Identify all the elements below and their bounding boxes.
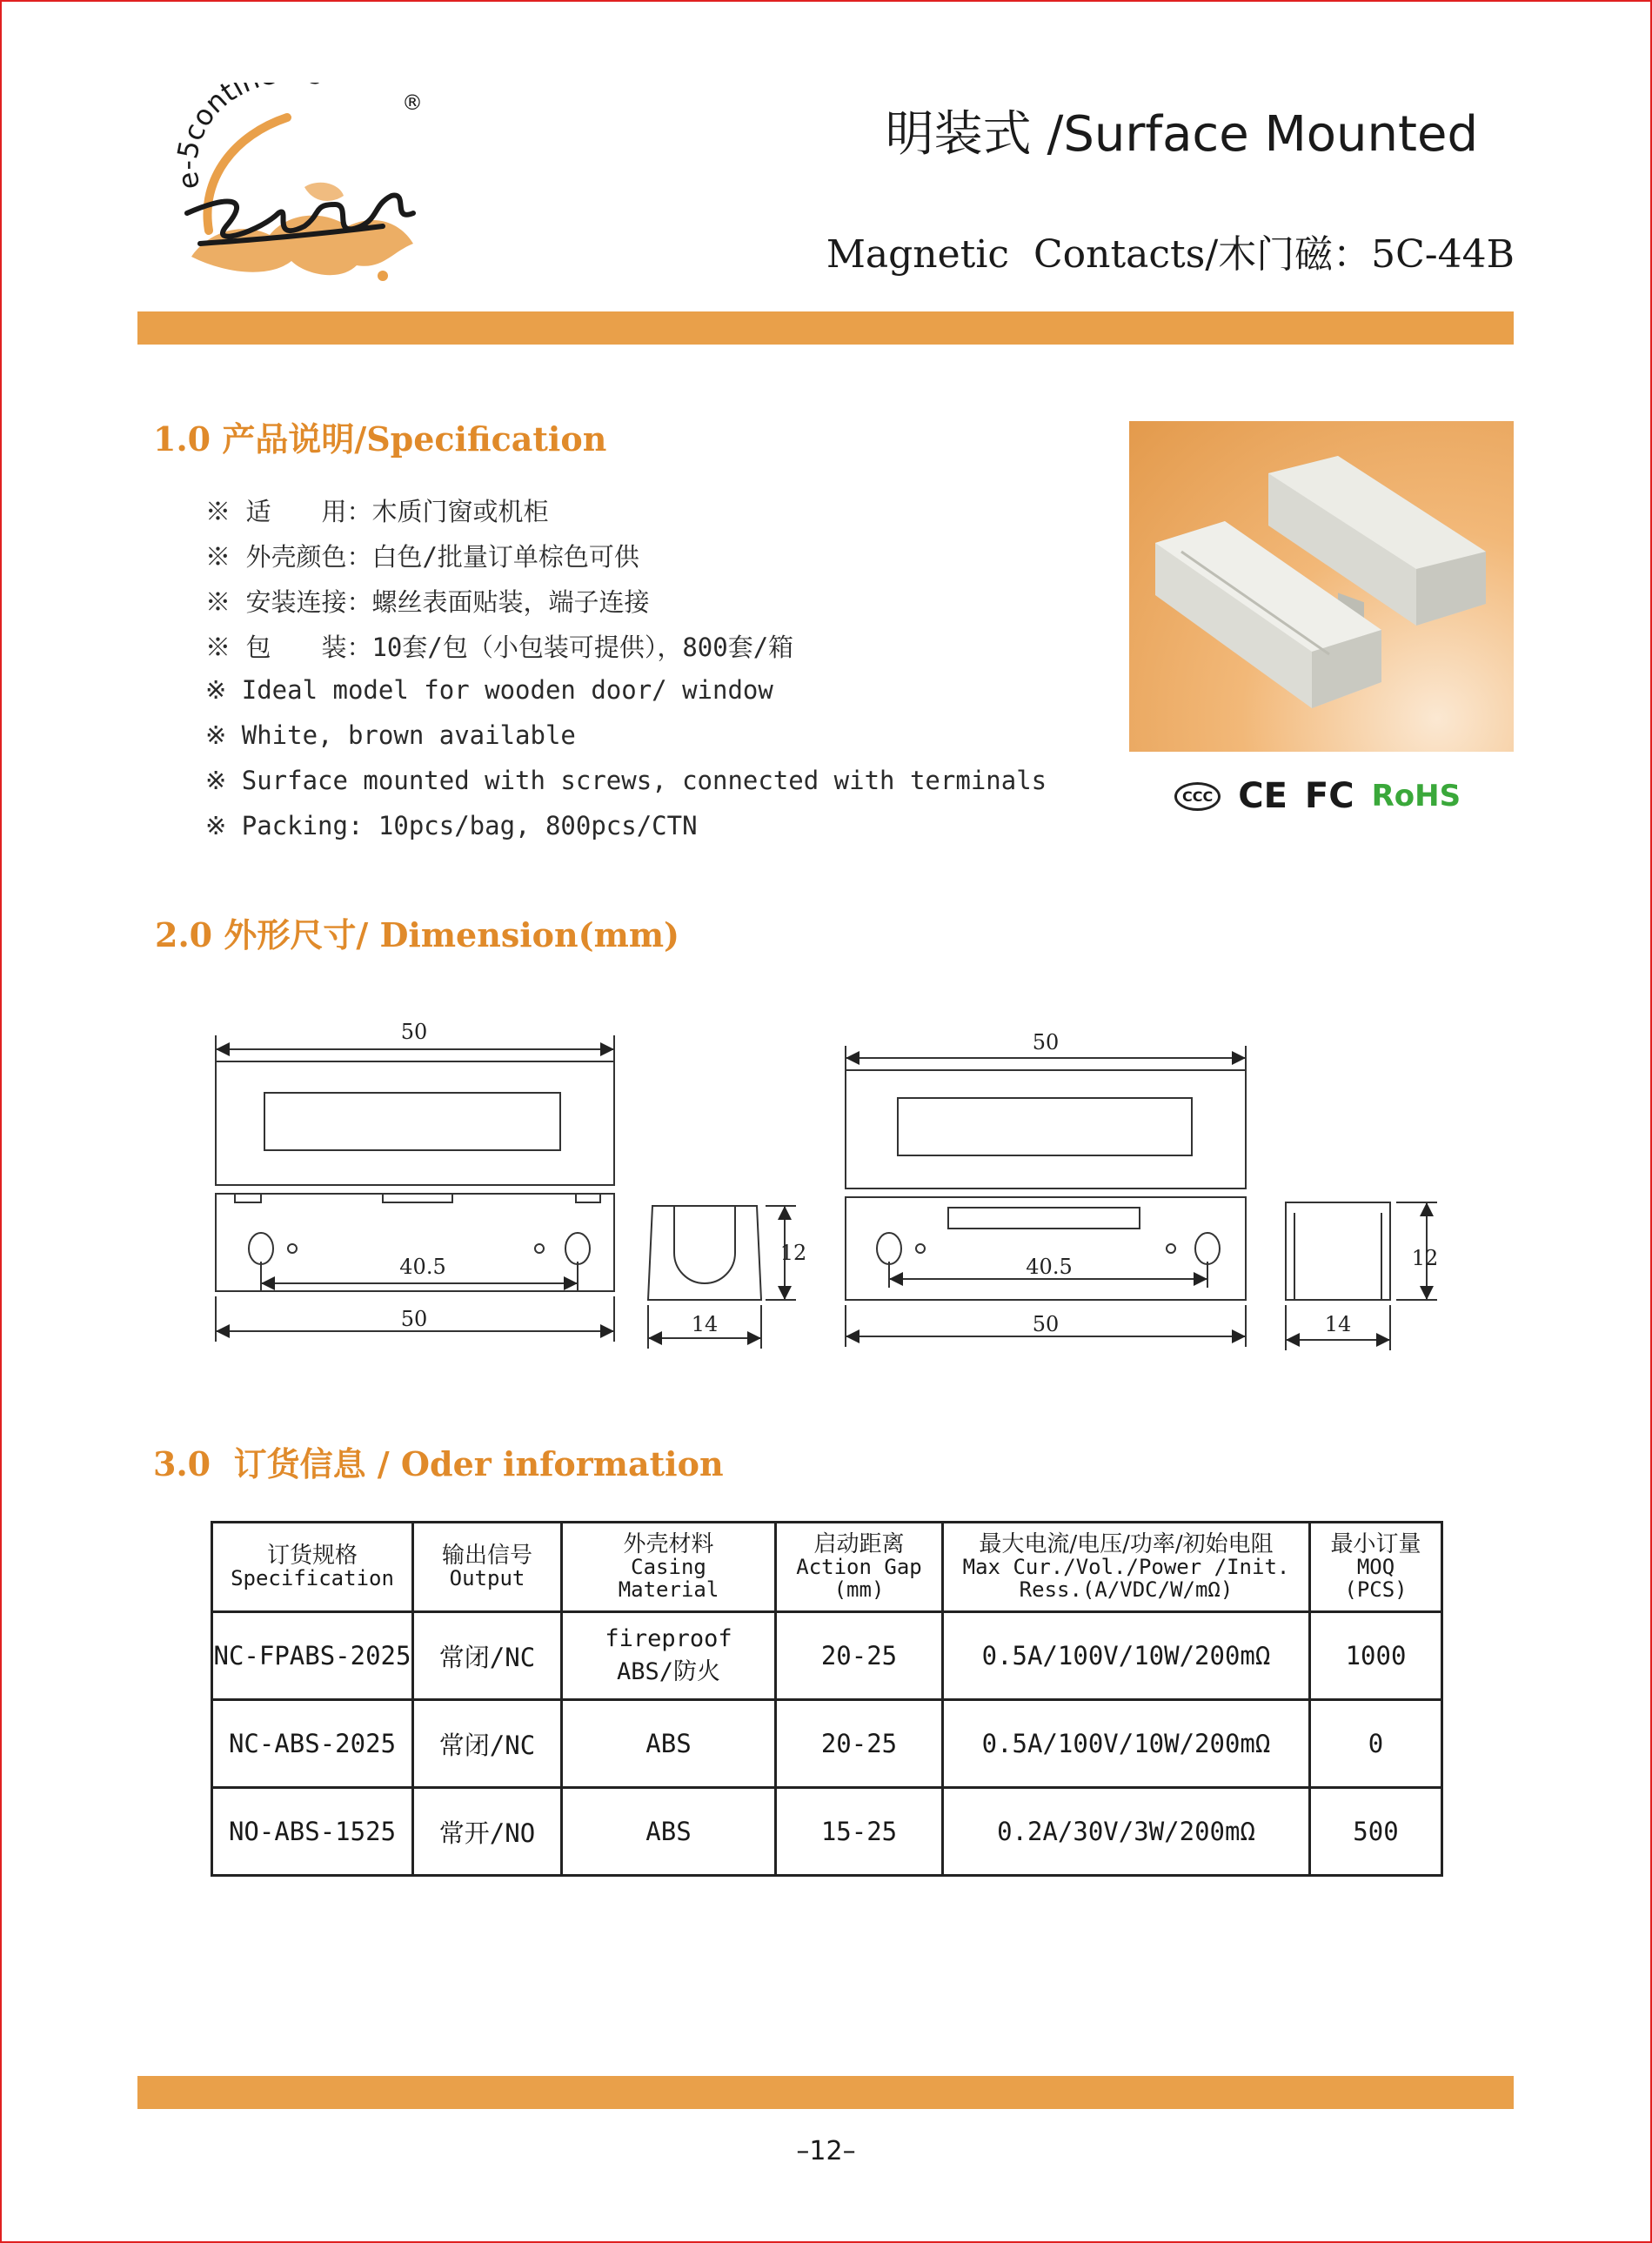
header-cn: 最小订量 xyxy=(1330,1531,1421,1557)
table-row xyxy=(212,1612,1442,1700)
cell-spec: NC-ABS-2025 xyxy=(212,1700,413,1788)
header-en: Action Gap xyxy=(796,1555,922,1579)
header-en: Max Cur./Vol./Power /Init. xyxy=(962,1555,1290,1579)
cell-material: ABS xyxy=(562,1788,776,1876)
dim-left-bottom-width: 50 xyxy=(400,1307,428,1331)
table-header-row xyxy=(212,1523,1442,1612)
cell-output: 常闭/NC xyxy=(413,1700,562,1788)
header-divider-bar xyxy=(137,311,1514,345)
header-en: Material xyxy=(618,1577,719,1602)
dim-right-side-height: 12 xyxy=(1411,1246,1439,1270)
spec-item: ※ Packing: 10pcs/bag, 800pcs/CTN xyxy=(205,811,698,840)
dim-left-side-height: 12 xyxy=(779,1241,807,1265)
cell-moq: 1000 xyxy=(1310,1612,1442,1700)
header-en: Casing xyxy=(631,1555,706,1579)
col-header-material xyxy=(562,1523,776,1612)
company-logo xyxy=(174,83,435,300)
header-cn: 最大电流/电压/功率/初始电阻 xyxy=(979,1531,1274,1557)
col-header-spec xyxy=(212,1523,413,1612)
dim-right-top-width: 50 xyxy=(1032,1030,1060,1055)
dim-right-side-depth: 14 xyxy=(1324,1312,1352,1336)
dimension-drawings xyxy=(0,1001,1652,1366)
header-en: Ress.(A/VDC/W/mΩ) xyxy=(1019,1577,1234,1602)
cell-output: 常闭/NC xyxy=(413,1612,562,1700)
header-cn: 启动距离 xyxy=(813,1531,905,1557)
cell-output: 常开/NO xyxy=(413,1788,562,1876)
table-row xyxy=(212,1700,1442,1788)
header-en: (PCS) xyxy=(1344,1577,1408,1602)
product-subtitle: Magnetic Contacts/木门磁：5C-44B xyxy=(826,232,1515,277)
dim-right-bottom-width: 50 xyxy=(1032,1312,1060,1336)
header-cn: 外壳材料 xyxy=(623,1531,714,1557)
page-title: 明装式 /Surface Mounted xyxy=(885,106,1478,163)
ccc-mark-icon: CCC xyxy=(1174,782,1221,811)
spec-item: ※ Surface mounted with screws, connected with terminals xyxy=(205,766,1047,795)
certification-logos xyxy=(1174,774,1488,818)
footer-divider-bar xyxy=(137,2076,1514,2109)
page-number: –12– xyxy=(796,2136,856,2166)
section-title-specification: 1.0 产品说明/Specification xyxy=(153,419,607,459)
fcc-mark-icon: FC xyxy=(1304,776,1354,816)
cell-material: fireproof ABS/防火 xyxy=(562,1612,776,1700)
header-cn: 订货规格 xyxy=(266,1543,358,1569)
spec-item: ※ 外壳颜色：白色/批量订单棕色可供 xyxy=(205,542,639,572)
cell-moq: 500 xyxy=(1310,1788,1442,1876)
ce-mark-icon: CE xyxy=(1238,776,1287,816)
dim-left-hole-spacing: 40.5 xyxy=(399,1255,446,1279)
dim-left-side-depth: 14 xyxy=(691,1312,719,1336)
cell-gap: 15-25 xyxy=(776,1788,943,1876)
section-title-order-info: 3.0 订货信息 / Oder information xyxy=(153,1444,724,1483)
spec-item: ※ 适 用：木质门窗或机柜 xyxy=(205,497,549,526)
product-photo xyxy=(1129,421,1514,752)
cell-moq: 0 xyxy=(1310,1700,1442,1788)
header-en: Specification xyxy=(231,1566,394,1590)
header-en: Output xyxy=(449,1566,525,1590)
col-header-gap xyxy=(776,1523,943,1612)
order-table xyxy=(211,1521,1443,1877)
dim-left-top-width: 50 xyxy=(400,1020,428,1044)
cell-material: ABS xyxy=(562,1700,776,1788)
cell-spec: NC-FPABS-2025 xyxy=(212,1612,413,1700)
cell-rating: 0.5A/100V/10W/200mΩ xyxy=(943,1612,1310,1700)
cell-gap: 20-25 xyxy=(776,1700,943,1788)
col-header-output xyxy=(413,1523,562,1612)
cell-rating: 0.2A/30V/3W/200mΩ xyxy=(943,1788,1310,1876)
header-cn: 输出信号 xyxy=(441,1543,532,1569)
cell-gap: 20-25 xyxy=(776,1612,943,1700)
spec-item: ※ 安装连接：螺丝表面贴装，端子连接 xyxy=(205,587,650,617)
table-row xyxy=(212,1788,1442,1876)
logo-text: e 5conti xyxy=(174,83,249,192)
spec-item: ※ White, brown available xyxy=(205,720,576,750)
cell-spec: NO-ABS-1525 xyxy=(212,1788,413,1876)
col-header-rating xyxy=(943,1523,1310,1612)
dim-right-hole-spacing: 40.5 xyxy=(1026,1255,1073,1279)
spec-item: ※ 包 装：10套/包（小包装可提供），800套/箱 xyxy=(205,633,794,662)
rohs-mark-icon: RoHS xyxy=(1371,779,1461,814)
col-header-moq xyxy=(1310,1523,1442,1612)
spec-item: ※ Ideal model for wooden door/ window xyxy=(205,675,773,705)
cell-rating: 0.5A/100V/10W/200mΩ xyxy=(943,1700,1310,1788)
registered-mark: ® xyxy=(402,90,423,115)
section-title-dimension: 2.0 外形尺寸/ Dimension(mm) xyxy=(155,915,680,954)
header-en: MOQ xyxy=(1356,1555,1395,1579)
header-en: (mm) xyxy=(833,1577,885,1602)
